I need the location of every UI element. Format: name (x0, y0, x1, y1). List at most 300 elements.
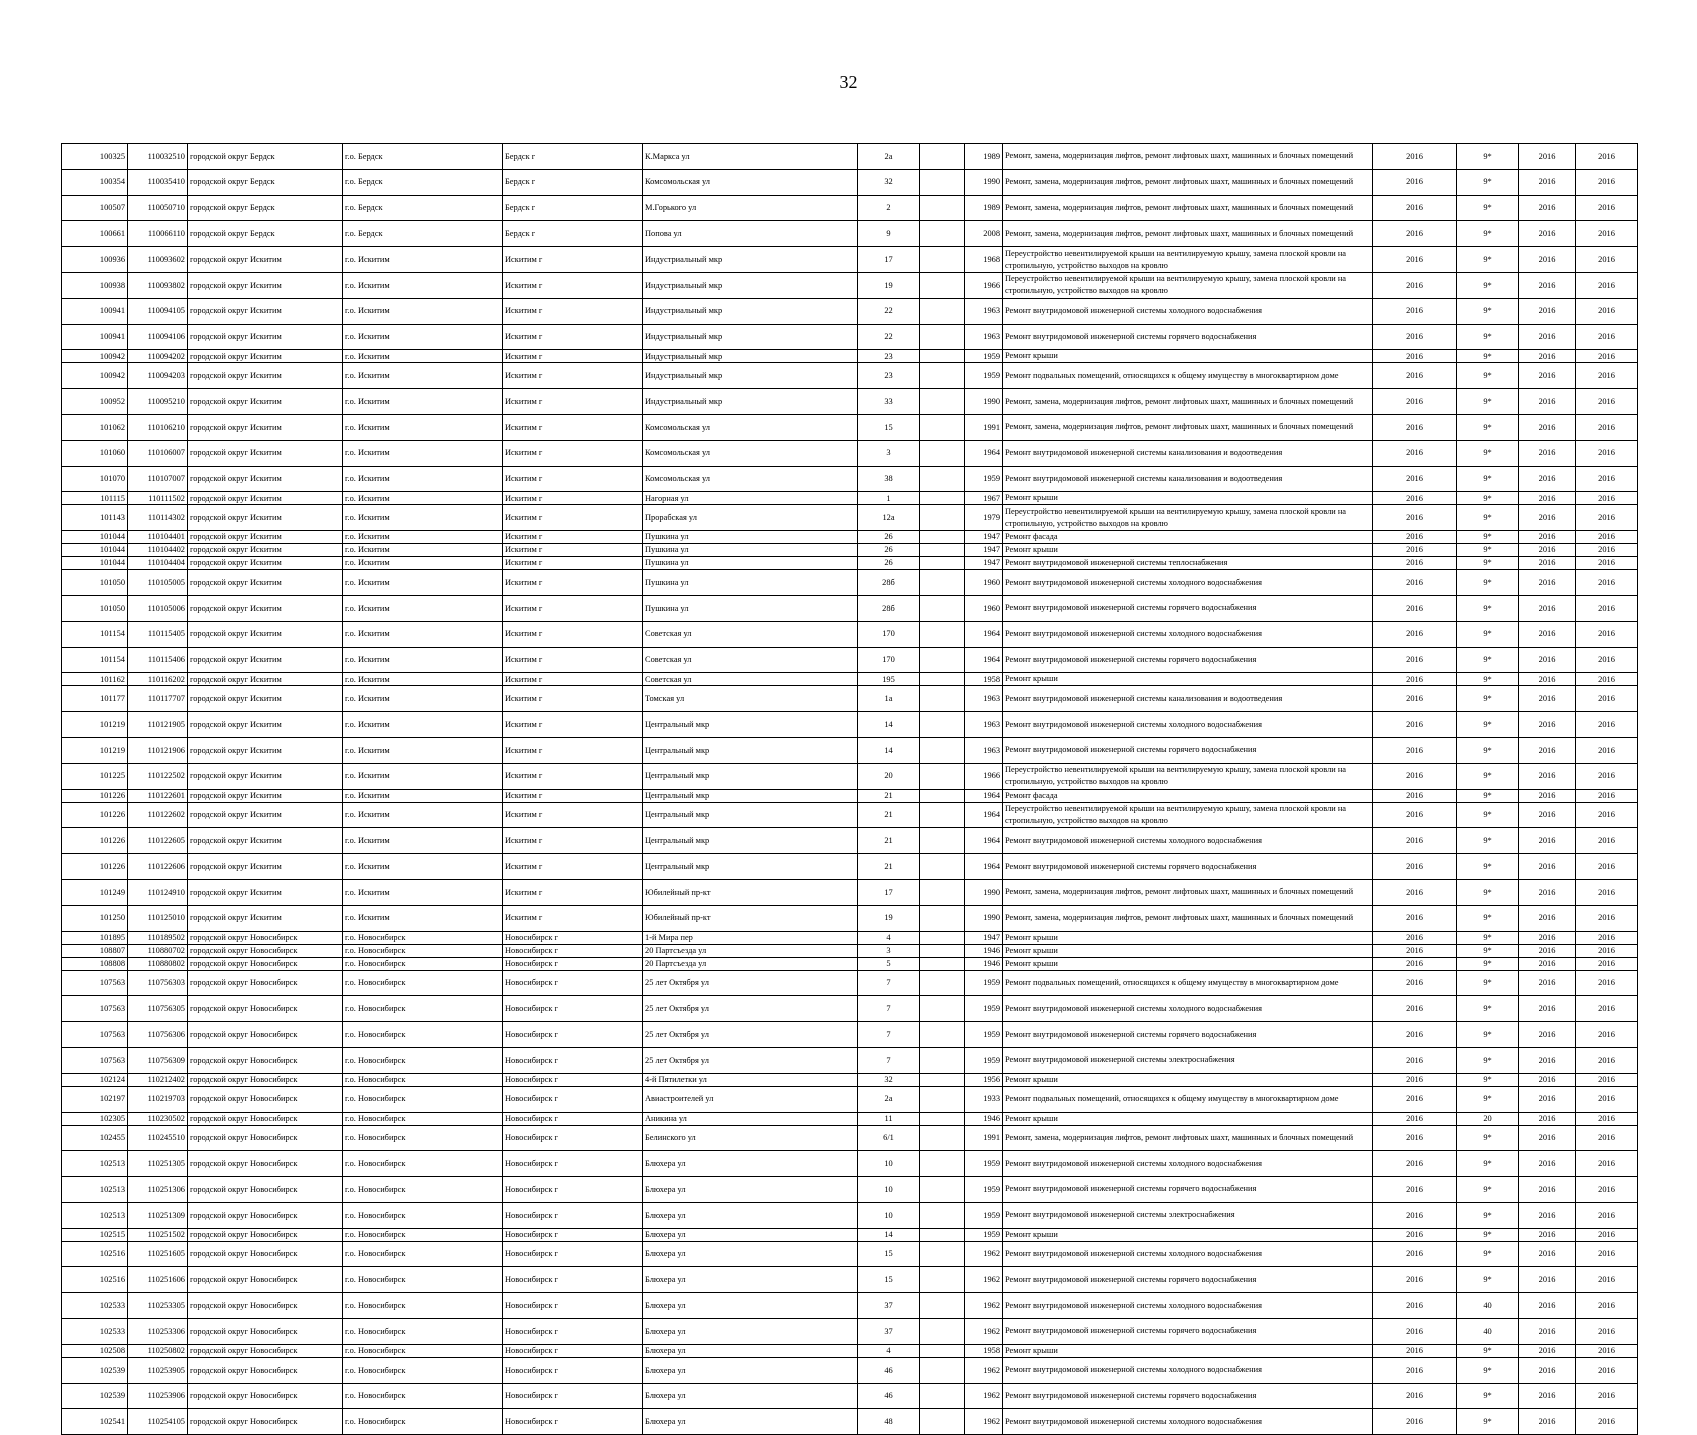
cell-start-year: 2016 (1519, 414, 1576, 440)
cell-street: Авиастроителей ул (643, 1086, 858, 1112)
cell-house-number: 38 (858, 466, 920, 492)
cell-work-type: Ремонт внутридомовой инженерной системы холодного водоснабжения (1003, 828, 1373, 854)
cell-municipality: городской округ Бердск (188, 144, 343, 170)
table-row (62, 389, 1638, 415)
cell-settlement-short: г.о. Новосибирск (343, 1125, 503, 1151)
cell-building (920, 492, 965, 505)
cell-settlement-short: г.о. Новосибирск (343, 1357, 503, 1383)
cell-house-number: 14 (858, 737, 920, 763)
cell-end-year: 2016 (1576, 350, 1638, 363)
cell-start-year: 2016 (1519, 1125, 1576, 1151)
cell-municipality: городской округ Искитим (188, 828, 343, 854)
cell-period: 9* (1457, 414, 1519, 440)
cell-house-number: 14 (858, 1228, 920, 1241)
cell-house-number: 21 (858, 789, 920, 802)
cell-work-type: Ремонт, замена, модернизация лифтов, ремонт лифтовых шахт, машинных и блочных помещений (1003, 905, 1373, 931)
cell-period: 9* (1457, 1383, 1519, 1409)
cell-street: К.Маркса ул (643, 144, 858, 170)
cell-work-id: 110104402 (128, 544, 188, 557)
cell-plan-year: 2016 (1373, 802, 1457, 828)
cell-settlement-short: г.о. Новосибирск (343, 1086, 503, 1112)
cell-plan-year: 2016 (1373, 737, 1457, 763)
table-row (62, 440, 1638, 466)
cell-object-id: 102539 (62, 1357, 128, 1383)
cell-period: 9* (1457, 621, 1519, 647)
cell-plan-year: 2016 (1373, 440, 1457, 466)
table-row (62, 363, 1638, 389)
cell-work-id: 110122602 (128, 802, 188, 828)
cell-year-built: 1959 (965, 996, 1003, 1022)
cell-plan-year: 2016 (1373, 492, 1457, 505)
cell-building (920, 195, 965, 221)
cell-work-type: Ремонт крыши (1003, 931, 1373, 944)
table-row (62, 1228, 1638, 1241)
cell-period: 9* (1457, 828, 1519, 854)
cell-locality: Искитим г (503, 363, 643, 389)
cell-start-year: 2016 (1519, 557, 1576, 570)
cell-end-year: 2016 (1576, 621, 1638, 647)
cell-building (920, 363, 965, 389)
cell-object-id: 101226 (62, 854, 128, 880)
cell-municipality: городской округ Новосибирск (188, 1267, 343, 1293)
cell-year-built: 1963 (965, 324, 1003, 350)
cell-municipality: городской округ Искитим (188, 440, 343, 466)
cell-work-type: Ремонт внутридомовой инженерной системы горячего водоснабжения (1003, 595, 1373, 621)
table-row (62, 169, 1638, 195)
cell-street: Юбилейный пр-кт (643, 905, 858, 931)
table-row (62, 944, 1638, 957)
cell-year-built: 1991 (965, 414, 1003, 440)
cell-end-year: 2016 (1576, 1151, 1638, 1177)
cell-municipality: городской округ Новосибирск (188, 931, 343, 944)
cell-start-year: 2016 (1519, 1228, 1576, 1241)
cell-settlement-short: г.о. Новосибирск (343, 1202, 503, 1228)
cell-work-type: Ремонт внутридомовой инженерной системы горячего водоснабжения (1003, 737, 1373, 763)
cell-end-year: 2016 (1576, 1357, 1638, 1383)
cell-period: 9* (1457, 324, 1519, 350)
cell-period: 9* (1457, 298, 1519, 324)
cell-plan-year: 2016 (1373, 1112, 1457, 1125)
cell-end-year: 2016 (1576, 1228, 1638, 1241)
cell-start-year: 2016 (1519, 621, 1576, 647)
cell-building (920, 544, 965, 557)
cell-year-built: 1990 (965, 389, 1003, 415)
cell-municipality: городской округ Новосибирск (188, 1241, 343, 1267)
cell-end-year: 2016 (1576, 363, 1638, 389)
cell-plan-year: 2016 (1373, 324, 1457, 350)
cell-plan-year: 2016 (1373, 1151, 1457, 1177)
cell-year-built: 1964 (965, 854, 1003, 880)
cell-locality: Новосибирск г (503, 1409, 643, 1435)
cell-work-id: 110756309 (128, 1047, 188, 1073)
cell-period: 40 (1457, 1319, 1519, 1345)
cell-street: Блюхера ул (643, 1151, 858, 1177)
cell-municipality: городской округ Искитим (188, 492, 343, 505)
cell-period: 9* (1457, 492, 1519, 505)
cell-year-built: 1964 (965, 647, 1003, 673)
cell-work-type: Ремонт крыши (1003, 944, 1373, 957)
cell-work-type: Ремонт внутридомовой инженерной системы электроснабжения (1003, 1047, 1373, 1073)
cell-locality: Искитим г (503, 854, 643, 880)
cell-work-type: Ремонт крыши (1003, 1344, 1373, 1357)
cell-work-type: Ремонт внутридомовой инженерной системы теплоснабжения (1003, 557, 1373, 570)
cell-house-number: 14 (858, 712, 920, 738)
cell-settlement-short: г.о. Искитим (343, 466, 503, 492)
cell-plan-year: 2016 (1373, 1383, 1457, 1409)
cell-building (920, 531, 965, 544)
cell-plan-year: 2016 (1373, 957, 1457, 970)
cell-municipality: городской округ Бердск (188, 195, 343, 221)
cell-building (920, 414, 965, 440)
cell-start-year: 2016 (1519, 1151, 1576, 1177)
cell-work-type: Ремонт внутридомовой инженерной системы горячего водоснабжения (1003, 1319, 1373, 1345)
cell-street: Комсомольская ул (643, 440, 858, 466)
cell-object-id: 101162 (62, 673, 128, 686)
cell-year-built: 1959 (965, 1047, 1003, 1073)
cell-locality: Новосибирск г (503, 970, 643, 996)
cell-end-year: 2016 (1576, 492, 1638, 505)
cell-year-built: 1947 (965, 531, 1003, 544)
cell-street: Попова ул (643, 221, 858, 247)
cell-street: 25 лет Октября ул (643, 996, 858, 1022)
cell-period: 9* (1457, 389, 1519, 415)
cell-end-year: 2016 (1576, 440, 1638, 466)
cell-start-year: 2016 (1519, 1022, 1576, 1048)
cell-settlement-short: г.о. Искитим (343, 531, 503, 544)
cell-municipality: городской округ Искитим (188, 789, 343, 802)
cell-object-id: 100936 (62, 247, 128, 273)
cell-start-year: 2016 (1519, 1293, 1576, 1319)
cell-locality: Искитим г (503, 621, 643, 647)
cell-street: 20 Партсъезда ул (643, 957, 858, 970)
table-row (62, 1073, 1638, 1086)
cell-plan-year: 2016 (1373, 595, 1457, 621)
table-row (62, 854, 1638, 880)
cell-period: 9* (1457, 1267, 1519, 1293)
cell-work-id: 110111502 (128, 492, 188, 505)
cell-locality: Искитим г (503, 737, 643, 763)
cell-building (920, 557, 965, 570)
cell-end-year: 2016 (1576, 1086, 1638, 1112)
table-row (62, 557, 1638, 570)
cell-period: 9* (1457, 169, 1519, 195)
cell-plan-year: 2016 (1373, 1022, 1457, 1048)
cell-street: Советская ул (643, 647, 858, 673)
cell-settlement-short: г.о. Искитим (343, 350, 503, 363)
cell-work-type: Ремонт внутридомовой инженерной системы холодного водоснабжения (1003, 1357, 1373, 1383)
cell-house-number: 21 (858, 854, 920, 880)
cell-street: Блюхера ул (643, 1228, 858, 1241)
cell-street: Прорабская ул (643, 505, 858, 531)
cell-start-year: 2016 (1519, 802, 1576, 828)
cell-year-built: 1960 (965, 570, 1003, 596)
cell-start-year: 2016 (1519, 195, 1576, 221)
cell-municipality: городской округ Новосибирск (188, 1383, 343, 1409)
cell-house-number: 11 (858, 1112, 920, 1125)
cell-street: Советская ул (643, 673, 858, 686)
cell-end-year: 2016 (1576, 1047, 1638, 1073)
cell-object-id: 102539 (62, 1383, 128, 1409)
cell-year-built: 1962 (965, 1293, 1003, 1319)
table-row (62, 505, 1638, 531)
cell-start-year: 2016 (1519, 737, 1576, 763)
cell-locality: Искитим г (503, 673, 643, 686)
cell-street: Пушкина ул (643, 595, 858, 621)
cell-start-year: 2016 (1519, 1086, 1576, 1112)
cell-work-id: 110124910 (128, 879, 188, 905)
table-row (62, 737, 1638, 763)
cell-settlement-short: г.о. Искитим (343, 905, 503, 931)
cell-settlement-short: г.о. Новосибирск (343, 1022, 503, 1048)
cell-period: 20 (1457, 1112, 1519, 1125)
cell-period: 9* (1457, 1073, 1519, 1086)
cell-object-id: 102197 (62, 1086, 128, 1112)
cell-street: Центральный мкр (643, 737, 858, 763)
cell-locality: Искитим г (503, 414, 643, 440)
cell-municipality: городской округ Искитим (188, 298, 343, 324)
cell-house-number: 1а (858, 686, 920, 712)
cell-street: Блюхера ул (643, 1319, 858, 1345)
cell-start-year: 2016 (1519, 673, 1576, 686)
cell-street: Блюхера ул (643, 1357, 858, 1383)
cell-year-built: 1963 (965, 686, 1003, 712)
cell-start-year: 2016 (1519, 763, 1576, 789)
cell-period: 9* (1457, 957, 1519, 970)
cell-municipality: городской округ Искитим (188, 505, 343, 531)
cell-building (920, 905, 965, 931)
cell-municipality: городской округ Новосибирск (188, 1202, 343, 1228)
cell-work-id: 110251306 (128, 1177, 188, 1203)
cell-building (920, 1383, 965, 1409)
cell-year-built: 1933 (965, 1086, 1003, 1112)
cell-plan-year: 2016 (1373, 673, 1457, 686)
cell-locality: Искитим г (503, 647, 643, 673)
cell-building (920, 466, 965, 492)
cell-end-year: 2016 (1576, 905, 1638, 931)
cell-work-type: Переустройство невентилируемой крыши на вентилируемую крышу, замена плоской кровли на стропильную, устройство выходов на кровлю (1003, 763, 1373, 789)
cell-locality: Новосибирск г (503, 1344, 643, 1357)
cell-period: 9* (1457, 505, 1519, 531)
cell-locality: Искитим г (503, 789, 643, 802)
cell-work-type: Ремонт крыши (1003, 350, 1373, 363)
cell-start-year: 2016 (1519, 144, 1576, 170)
cell-house-number: 32 (858, 1073, 920, 1086)
cell-building (920, 169, 965, 195)
cell-plan-year: 2016 (1373, 1047, 1457, 1073)
cell-settlement-short: г.о. Новосибирск (343, 1112, 503, 1125)
cell-locality: Новосибирск г (503, 1383, 643, 1409)
cell-settlement-short: г.о. Новосибирск (343, 957, 503, 970)
cell-street: 1-й Мира пер (643, 931, 858, 944)
cell-building (920, 1202, 965, 1228)
cell-plan-year: 2016 (1373, 531, 1457, 544)
cell-end-year: 2016 (1576, 1344, 1638, 1357)
cell-house-number: 33 (858, 389, 920, 415)
cell-end-year: 2016 (1576, 1112, 1638, 1125)
cell-plan-year: 2016 (1373, 247, 1457, 273)
cell-settlement-short: г.о. Бердск (343, 221, 503, 247)
cell-locality: Искитим г (503, 712, 643, 738)
cell-work-id: 110251309 (128, 1202, 188, 1228)
cell-locality: Искитим г (503, 531, 643, 544)
cell-house-number: 21 (858, 802, 920, 828)
cell-locality: Искитим г (503, 828, 643, 854)
cell-work-type: Ремонт подвальных помещений, относящихся к общему имуществу в многоквартирном доме (1003, 970, 1373, 996)
cell-building (920, 350, 965, 363)
cell-house-number: 7 (858, 970, 920, 996)
cell-house-number: 15 (858, 1267, 920, 1293)
cell-work-type: Ремонт внутридомовой инженерной системы горячего водоснабжения (1003, 1267, 1373, 1293)
cell-work-id: 110106210 (128, 414, 188, 440)
cell-work-id: 110253905 (128, 1357, 188, 1383)
cell-house-number: 2а (858, 1086, 920, 1112)
cell-house-number: 6/1 (858, 1125, 920, 1151)
cell-object-id: 101062 (62, 414, 128, 440)
cell-end-year: 2016 (1576, 1022, 1638, 1048)
cell-municipality: городской округ Искитим (188, 466, 343, 492)
cell-municipality: городской округ Искитим (188, 621, 343, 647)
cell-street: Индустриальный мкр (643, 247, 858, 273)
cell-locality: Искитим г (503, 247, 643, 273)
cell-period: 9* (1457, 802, 1519, 828)
table-row (62, 247, 1638, 273)
cell-period: 9* (1457, 673, 1519, 686)
cell-year-built: 1959 (965, 1202, 1003, 1228)
cell-building (920, 737, 965, 763)
cell-object-id: 102515 (62, 1228, 128, 1241)
cell-work-type: Ремонт внутридомовой инженерной системы горячего водоснабжения (1003, 1383, 1373, 1409)
cell-plan-year: 2016 (1373, 828, 1457, 854)
cell-period: 9* (1457, 363, 1519, 389)
cell-period: 9* (1457, 544, 1519, 557)
cell-house-number: 5 (858, 957, 920, 970)
cell-period: 9* (1457, 570, 1519, 596)
cell-house-number: 15 (858, 1241, 920, 1267)
cell-period: 9* (1457, 763, 1519, 789)
cell-street: Индустриальный мкр (643, 324, 858, 350)
cell-work-id: 110212402 (128, 1073, 188, 1086)
table-row (62, 1409, 1638, 1435)
cell-building (920, 505, 965, 531)
cell-building (920, 1177, 965, 1203)
cell-period: 9* (1457, 221, 1519, 247)
cell-plan-year: 2016 (1373, 221, 1457, 247)
cell-end-year: 2016 (1576, 247, 1638, 273)
cell-municipality: городской округ Искитим (188, 272, 343, 298)
cell-work-type: Ремонт внутридомовой инженерной системы холодного водоснабжения (1003, 1241, 1373, 1267)
cell-end-year: 2016 (1576, 879, 1638, 905)
cell-municipality: городской округ Искитим (188, 905, 343, 931)
cell-start-year: 2016 (1519, 1073, 1576, 1086)
cell-year-built: 1959 (965, 350, 1003, 363)
cell-object-id: 100942 (62, 363, 128, 389)
cell-year-built: 1946 (965, 957, 1003, 970)
cell-work-id: 110122601 (128, 789, 188, 802)
cell-municipality: городской округ Новосибирск (188, 1086, 343, 1112)
table-row (62, 466, 1638, 492)
page-number: 32 (839, 72, 858, 92)
cell-period: 9* (1457, 1125, 1519, 1151)
cell-municipality: городской округ Искитим (188, 414, 343, 440)
cell-municipality: городской округ Новосибирск (188, 944, 343, 957)
cell-house-number: 20 (858, 763, 920, 789)
cell-object-id: 101143 (62, 505, 128, 531)
table-row (62, 570, 1638, 596)
table-row (62, 1319, 1638, 1345)
cell-year-built: 1964 (965, 440, 1003, 466)
cell-year-built: 1960 (965, 595, 1003, 621)
cell-street: М.Горького ул (643, 195, 858, 221)
cell-object-id: 107563 (62, 1022, 128, 1048)
cell-start-year: 2016 (1519, 324, 1576, 350)
table-row (62, 1293, 1638, 1319)
cell-end-year: 2016 (1576, 686, 1638, 712)
cell-work-id: 110253306 (128, 1319, 188, 1345)
cell-settlement-short: г.о. Искитим (343, 673, 503, 686)
table-row (62, 1344, 1638, 1357)
cell-object-id: 101070 (62, 466, 128, 492)
cell-work-type: Ремонт, замена, модернизация лифтов, ремонт лифтовых шахт, машинных и блочных помещений (1003, 389, 1373, 415)
cell-work-id: 110106007 (128, 440, 188, 466)
cell-locality: Искитим г (503, 595, 643, 621)
cell-municipality: городской округ Искитим (188, 350, 343, 363)
cell-period: 9* (1457, 247, 1519, 273)
table-row (62, 1267, 1638, 1293)
cell-year-built: 1991 (965, 1125, 1003, 1151)
cell-building (920, 1293, 965, 1319)
cell-start-year: 2016 (1519, 879, 1576, 905)
cell-year-built: 1962 (965, 1383, 1003, 1409)
cell-house-number: 7 (858, 996, 920, 1022)
cell-settlement-short: г.о. Новосибирск (343, 944, 503, 957)
cell-start-year: 2016 (1519, 828, 1576, 854)
cell-settlement-short: г.о. Новосибирск (343, 1177, 503, 1203)
cell-municipality: городской округ Новосибирск (188, 1344, 343, 1357)
cell-locality: Новосибирск г (503, 1177, 643, 1203)
cell-work-type: Ремонт крыши (1003, 957, 1373, 970)
cell-municipality: городской округ Новосибирск (188, 1047, 343, 1073)
cell-end-year: 2016 (1576, 195, 1638, 221)
cell-building (920, 1112, 965, 1125)
cell-year-built: 1989 (965, 144, 1003, 170)
cell-locality: Бердск г (503, 195, 643, 221)
cell-work-id: 110117707 (128, 686, 188, 712)
table-row (62, 1357, 1638, 1383)
cell-municipality: городской округ Бердск (188, 221, 343, 247)
cell-work-id: 110125010 (128, 905, 188, 931)
cell-municipality: городской округ Искитим (188, 595, 343, 621)
cell-house-number: 17 (858, 247, 920, 273)
cell-settlement-short: г.о. Новосибирск (343, 1073, 503, 1086)
cell-house-number: 17 (858, 879, 920, 905)
cell-year-built: 1990 (965, 879, 1003, 905)
cell-period: 9* (1457, 854, 1519, 880)
cell-year-built: 1947 (965, 557, 1003, 570)
cell-object-id: 100952 (62, 389, 128, 415)
cell-start-year: 2016 (1519, 647, 1576, 673)
cell-house-number: 10 (858, 1177, 920, 1203)
cell-start-year: 2016 (1519, 970, 1576, 996)
cell-object-id: 100661 (62, 221, 128, 247)
cell-building (920, 686, 965, 712)
cell-work-id: 110251305 (128, 1151, 188, 1177)
cell-settlement-short: г.о. Новосибирск (343, 970, 503, 996)
cell-year-built: 1964 (965, 802, 1003, 828)
cell-locality: Искитим г (503, 466, 643, 492)
cell-end-year: 2016 (1576, 414, 1638, 440)
cell-end-year: 2016 (1576, 1125, 1638, 1151)
cell-plan-year: 2016 (1373, 544, 1457, 557)
